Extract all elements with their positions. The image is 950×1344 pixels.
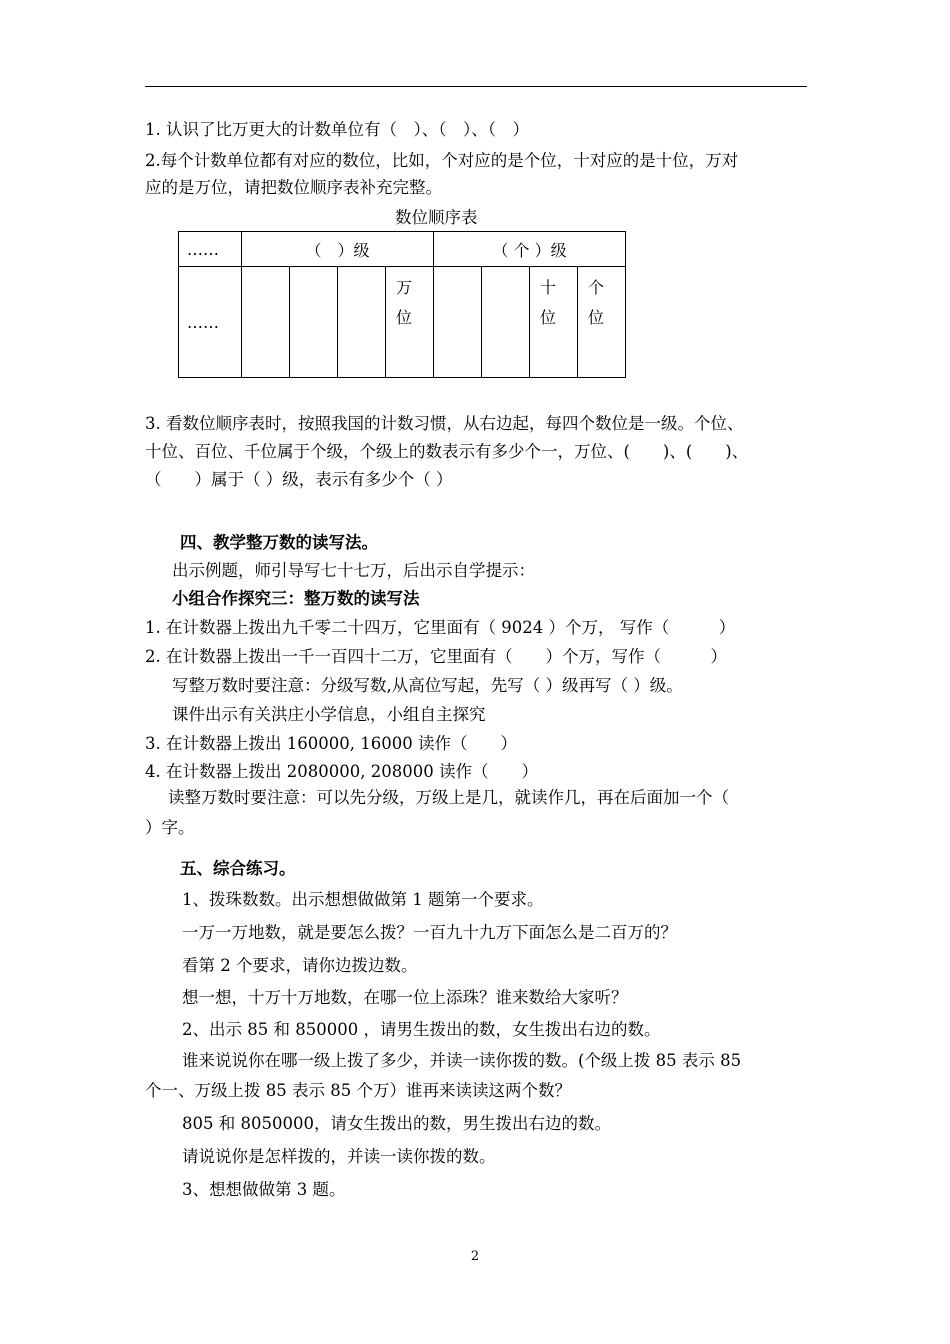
reading-note-line-1: 读整万数时要注意：可以先分级，万级上是几，就读作几，再在后面加一个（: [168, 788, 729, 807]
task-3: 3. 在计数器上拨出 160000, 16000 读作（ ）: [145, 734, 517, 753]
header-dots: ……: [179, 232, 242, 267]
exercise-2-explain-line-2: 个一、万级上拨 85 表示 85 个万）谁再来读读这两个数？: [145, 1081, 571, 1100]
exercise-1-question: 一万一万地数，就是要怎么拨？一百九十九万下面怎么是二百万的？: [182, 923, 677, 942]
question-2-line-1: 2.每个计数单位都有对应的数位，比如，个对应的是个位，十对应的是十位，万对: [145, 151, 739, 170]
task-2: 2. 在计数器上拨出一千一百四十二万，它里面有（ ）个万，写作（ ）: [145, 647, 727, 666]
blank-cell: [242, 267, 290, 378]
exercise-2: 2、出示 85 和 850000 ，请男生拨出的数，女生拨出右边的数。: [182, 1020, 661, 1039]
wan-wei-cell: 万 位: [386, 267, 434, 378]
ge-wei-cell: 个 位: [578, 267, 626, 378]
body-dots: ……: [179, 267, 242, 378]
courseware-note: 课件出示有关洪庄小学信息，小组自主探究: [172, 705, 486, 724]
table-caption: 数位顺序表: [395, 208, 478, 227]
exercise-2-explain-method: 请说说你是怎样拨的，并读一读你拨的数。: [182, 1147, 496, 1166]
place-value-table: [178, 231, 626, 378]
exercise-2-second-pair: 805 和 8050000，请女生拨出的数，男生拨出右边的数。: [182, 1114, 611, 1133]
task-1: 1. 在计数器上拨出九千零二十四万，它里面有（ 9024 ）个万， 写作（ ）: [145, 618, 736, 637]
group-task-heading: 小组合作探究三：整万数的读写法: [172, 589, 420, 608]
page-number: 2: [470, 1249, 480, 1264]
writing-note: 写整万数时要注意：分级写数,从高位写起，先写（ ）级再写（ ）级。: [172, 676, 683, 695]
wan-level-header: （ ）级: [242, 232, 434, 267]
question-1: 1. 认识了比万更大的计数单位有（ ）、（ ）、（ ）: [145, 120, 529, 139]
blank-cell: [434, 267, 482, 378]
section-4-heading: 四、教学整万数的读写法。: [180, 533, 378, 552]
exercise-1-think: 想一想，十万十万地数，在哪一位上添珠？谁来数给大家听？: [182, 988, 628, 1007]
header-rule: [145, 86, 807, 87]
exercise-3: 3、想想做做第 3 题。: [182, 1180, 346, 1199]
reading-note-line-2: ）字。: [145, 818, 195, 837]
question-2-line-2: 应的是万位，请把数位顺序表补充完整。: [145, 178, 442, 197]
question-3-line-2: 十位、百位、千位属于个级，个级上的数表示有多少个一，万位、( )、( )、: [145, 442, 749, 461]
question-3-line-3: （ ）属于（ ）级，表示有多少个（ ）: [145, 470, 453, 489]
blank-cell: [482, 267, 530, 378]
blank-cell: [338, 267, 386, 378]
task-4: 4. 在计数器上拨出 2080000, 208000 读作（ ）: [145, 762, 538, 781]
shi-wei-cell: 十 位: [530, 267, 578, 378]
exercise-2-explain-line-1: 谁来说说你在哪一级上拨了多少，并读一读你拨的数。(个级上拨 85 表示 85: [182, 1051, 742, 1070]
exercise-1: 1、拨珠数数。出示想想做做第 1 题第一个要求。: [182, 890, 544, 909]
question-3-line-1: 3. 看数位顺序表时，按照我国的计数习惯，从右边起，每四个数位是一级。个位、: [145, 414, 744, 433]
section-5-heading: 五、综合练习。: [180, 859, 296, 878]
ge-level-header: （ 个 ）级: [434, 232, 626, 267]
section-4-intro: 出示例题，师引导写七十七万，后出示自学提示：: [172, 561, 535, 580]
blank-cell: [290, 267, 338, 378]
exercise-1-requirement-2: 看第 2 个要求，请你边拨边数。: [182, 956, 418, 975]
